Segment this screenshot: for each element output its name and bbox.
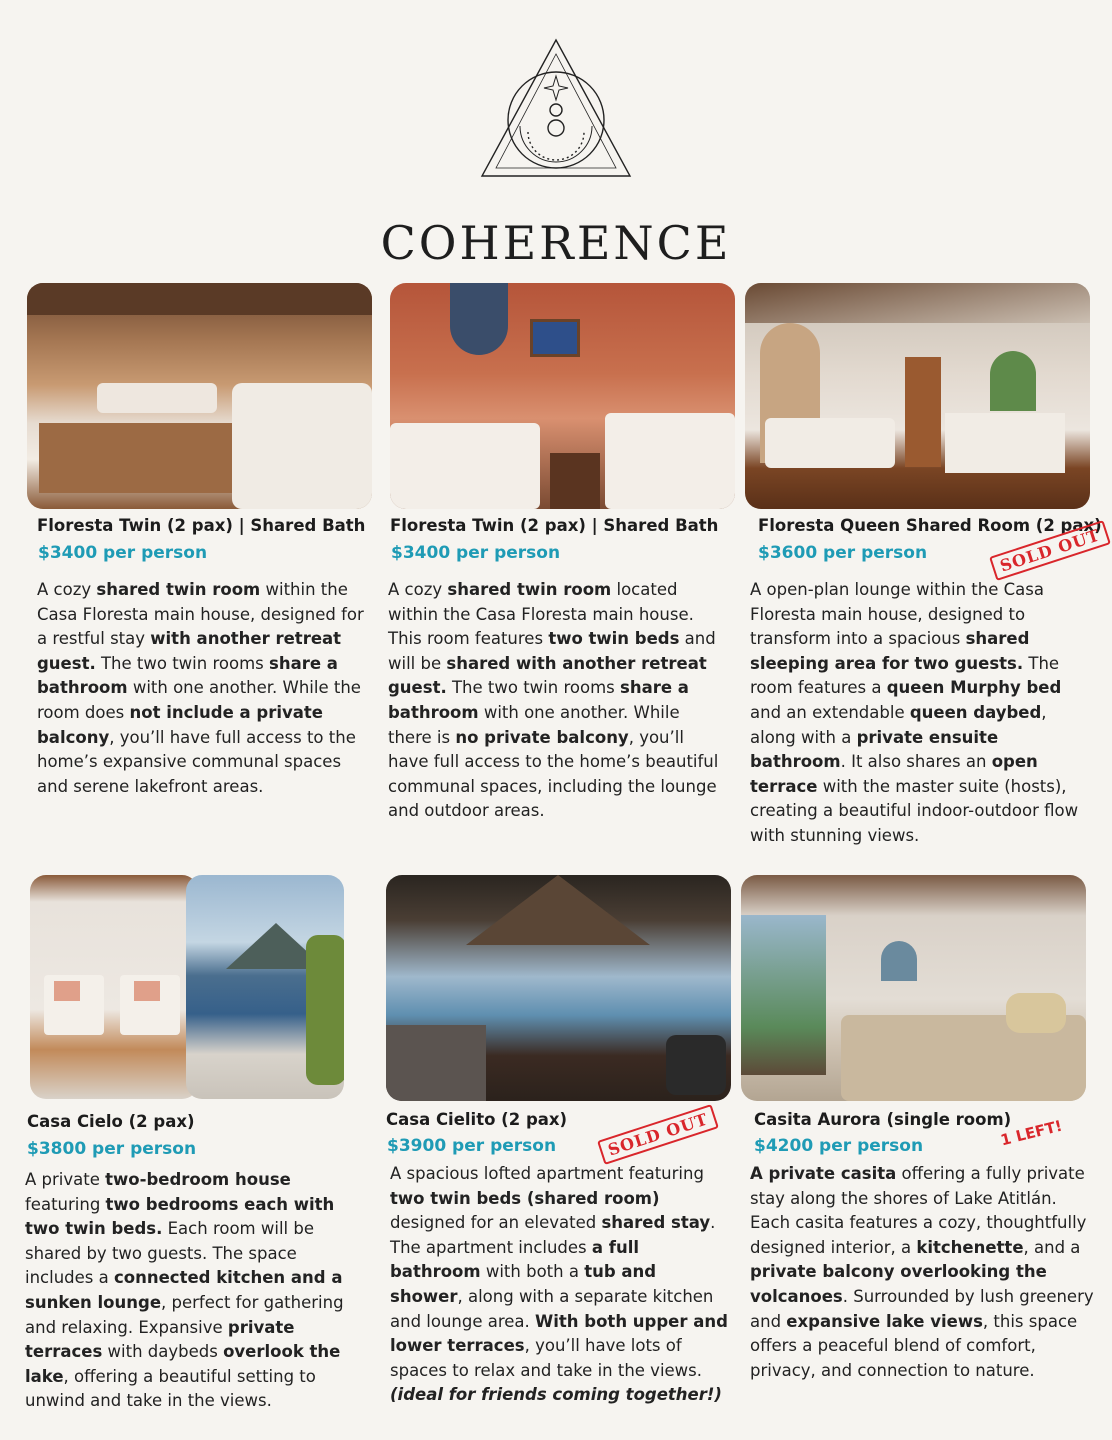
room-photo [27,283,372,509]
availability-badge: 1 LEFT! [998,1116,1065,1150]
room-title: Casa Cielo (2 pax) [27,1112,195,1131]
sold-out-stamp: SOLD OUT [597,1104,719,1165]
room-title: Casa Cielito (2 pax) [386,1110,568,1129]
room-photo [741,875,1086,1101]
room-description: A spacious lofted apartment featuring two twin beds (shared room) designed for an elevated shared stay. The apartment includes a full bathroom with both a tub and shower, along with a separate kitchen and lounge area. With both upper and lower terraces, you’ll have lots of spaces to relax and take in the views. (ideal for friends coming together!) [390,1164,728,1405]
room-photo [390,283,735,509]
room-photo-terrace [186,875,344,1099]
room-description: A private casita offering a fully private stay along the shores of Lake Atitlán. Each casita features a cozy, thoughtfully designed interior, a kitchenette, and a private balcony overlooking the volcanoes. Surrounded by lush greenery and expansive lake views, this space offers a peaceful blend of comfort, privacy, and connection to nature. [750,1164,1094,1380]
room-price: $3900 per person [387,1136,557,1156]
room-price: $4200 per person [754,1136,924,1156]
room-photo [745,283,1090,509]
room-description: A cozy shared twin room located within the Casa Floresta main house. This room features two twin beds and will be shared with another retreat guest. The two twin rooms share a bathroom with one another. While there is no private balcony, you’ll have full access to the home’s beautiful communal spaces, including the lounge and outdoor areas. [388,580,719,821]
brand-logo [0,30,1112,280]
room-price: $3800 per person [27,1139,197,1159]
room-title: Casita Aurora (single room) [754,1110,1012,1129]
sold-out-stamp: SOLD OUT [989,520,1111,581]
room-photo [386,875,731,1101]
room-title: Floresta Twin (2 pax) | Shared Bath [390,516,719,535]
room-description: A open-plan lounge within the Casa Floresta main house, designed to transform into a spacious shared sleeping area for two guests. The room features a queen Murphy bed and an extendable queen daybed, along with a private ensuite bathroom. It also shares an open terrace with the master suite (hosts), creating a beautiful indoor-outdoor flow with stunning views. [750,580,1079,845]
room-price: $3600 per person [758,543,928,563]
room-photo-bedroom [30,875,198,1099]
room-price: $3400 per person [391,543,561,563]
brand-name: COHERENCE [380,216,732,270]
room-title: Floresta Queen Shared Room (2 pax) [758,516,1102,535]
room-price: $3400 per person [38,543,208,563]
room-description: A private two-bedroom house featuring two bedrooms each with two twin beds. Each room will be shared by two guests. The space includes a connected kitchen and a sunken lounge, perfect for gathering and relaxing. Expansive private terraces with daybeds overlook the lake, offering a beautiful setting to unwind and take in the views. [25,1170,344,1411]
triangle-moon-emblem-icon [476,36,636,186]
room-title: Floresta Twin (2 pax) | Shared Bath [37,516,366,535]
room-description: A cozy shared twin room within the Casa Floresta main house, designed for a restful stay with another retreat guest. The two twin rooms share a bathroom with one another. While the room does not include a private balcony, you’ll have full access to the home’s expansive communal spaces and serene lakefront areas. [37,580,364,796]
